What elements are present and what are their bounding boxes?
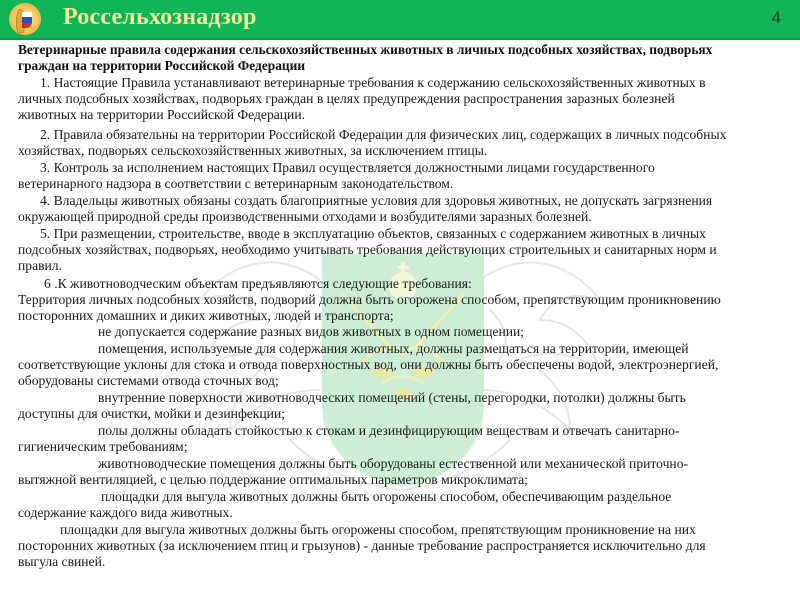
requirement-ventilation-line-2: вытяжной вентиляцией, с целью поддержание оптимальных параметров микроклимата; <box>18 472 528 487</box>
slide-number: 4 <box>771 8 781 27</box>
requirement-territory-line-1: Территория личных подсобных хозяйств, подворий должна быть огорожена способом, препятствующим проникновению <box>18 292 721 307</box>
requirement-pig-areas-line-3: выгула свиней. <box>18 554 106 569</box>
requirement-species-separation: не допускается содержание разных видов животных в одном помещении; <box>98 324 525 339</box>
requirement-premises-line-3: оборудованы системами отвода сточных вод; <box>18 373 279 388</box>
paragraph-3-line-2: ветеринарного надзора в соответствии с ветеринарным законодательством. <box>18 176 454 191</box>
requirement-territory-line-2: посторонних домашних и диких животных, людей и транспорта; <box>18 308 394 323</box>
document-heading-line-2: граждан на территории Российской Федерации <box>18 58 306 73</box>
requirement-surfaces-line-2: доступны для очистки, мойки и дезинфекции; <box>18 406 285 421</box>
paragraph-4-line-1: 4. Владельцы животных обязаны создать благоприятные условия для здоровья животных, не допускать загрязнения <box>40 193 713 208</box>
paragraph-6-intro: 6 .К животноводческим объектам предъявляются следующие требования: <box>44 276 472 291</box>
requirement-ventilation-line-1: животноводческие помещения должны быть оборудованы естественной или механической приточно- <box>98 456 689 471</box>
paragraph-5-line-1: 5. При размещении, строительстве, вводе в эксплуатацию объектов, связанных с содержанием животных в личных <box>40 226 706 241</box>
requirement-pig-areas-line-1: площадки для выгула животных должны быть огорожены способом, препятствующим проникновение на них <box>60 522 696 537</box>
requirement-premises-line-1: помещения, используемые для содержания животных, должны размещаться на территории, имеющей <box>98 341 689 356</box>
paragraph-1-line-2: личных подсобных хозяйствах, подворьях граждан в целях предупреждения распространения заразных болезней <box>18 91 675 106</box>
paragraph-4-line-2: окружающей природной среды производственными отходами и возбудителями заразных болезней. <box>18 209 592 224</box>
header-title: Россельхознадзор <box>63 4 257 30</box>
document-heading-line-1: Ветеринарные правила содержания сельскохозяйственных животных в личных подсобных хозяйствах, подворьях <box>18 42 713 57</box>
requirement-floors-line-2: гигиеническим требованиям; <box>18 439 188 454</box>
requirement-pig-areas-line-2: посторонних животных (за исключением птиц и грызунов) - данные требование распространяется исключительно для <box>18 538 706 553</box>
paragraph-1-line-3: животных на территории Российской Федерации. <box>18 107 305 122</box>
paragraph-1-line-1: 1. Настоящие Правила устанавливают ветеринарные требования к содержанию сельскохозяйственных животных в <box>40 75 706 90</box>
requirement-floors-line-1: полы должны обладать стойкостью к стокам и дезинфицирующим веществам и отвечать санитарно- <box>98 423 680 438</box>
paragraph-3-line-1: 3. Контроль за исполнением настоящих Правил осуществляется должностными лицами государственного <box>40 160 655 175</box>
paragraph-2-line-2: хозяйствах, подворьях сельскохозяйственных животных, за исключением птицы. <box>18 143 488 158</box>
requirement-premises-line-2: соответствующие уклоны для стока и отвода поверхностных вод, они должны быть обеспечены водой, электроэнергией, <box>18 357 719 372</box>
requirement-walking-areas-line-1: площадки для выгула животных должны быть огорожены способом, обеспечивающим раздельное <box>101 489 672 504</box>
requirement-walking-areas-line-2: содержание каждого вида животных. <box>18 505 233 520</box>
paragraph-5-line-2: подсобных хозяйствах, подворьях, необходимо учитывать требования действующих строительных и санитарных норм и <box>18 242 717 257</box>
paragraph-5-line-3: правил. <box>18 258 62 273</box>
paragraph-2-line-1: 2. Правила обязательны на территории Российской Федерации для физических лиц, содержащих в личных подсобных <box>40 127 727 142</box>
requirement-surfaces-line-1: внутренние поверхности животноводческих помещений (стены, перегородки, потолки) должны быть <box>98 390 686 405</box>
